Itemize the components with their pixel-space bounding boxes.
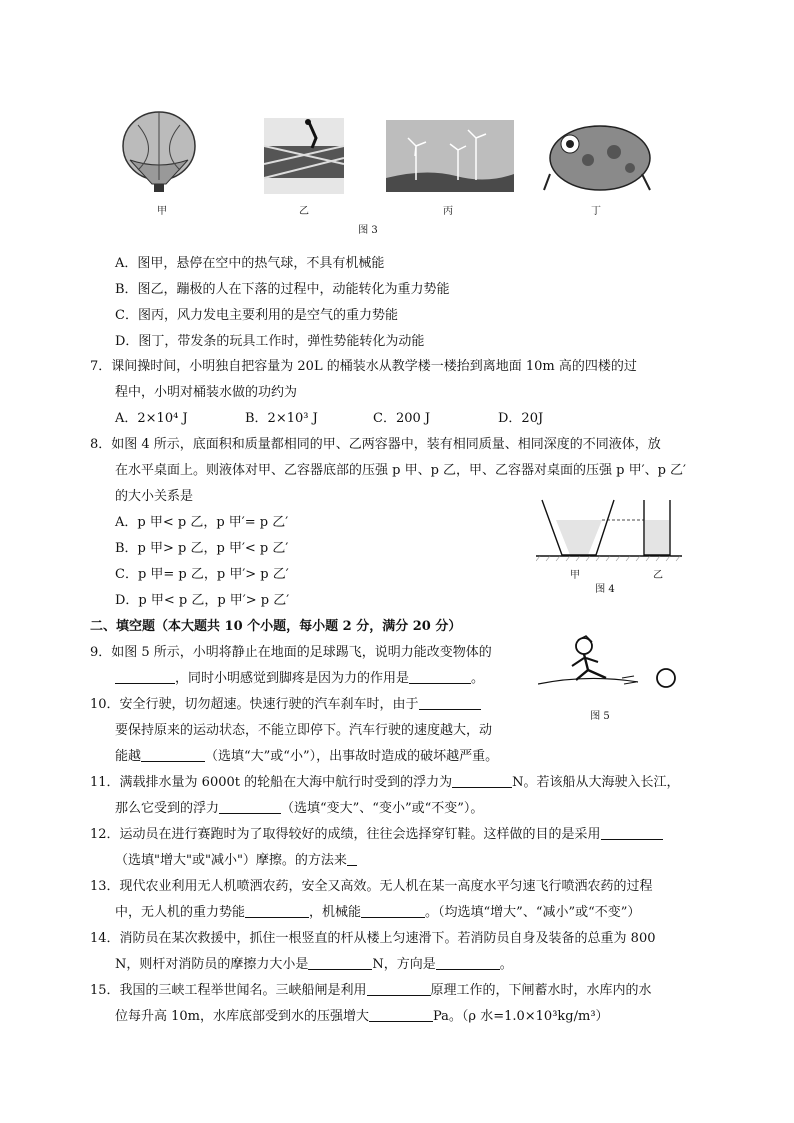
q14-stem-line1: 14．消防员在某次救援中，抓住一根竖直的杆从楼上匀速滑下。若消防员自身及装备的总重为 800 — [90, 931, 656, 946]
q15-stem-line2 — [115, 1008, 609, 1026]
figure3-caption-bing: 丙 — [443, 206, 453, 217]
q9-stem-line2 — [115, 670, 484, 688]
q12-stem-line2 — [115, 852, 357, 870]
figure4-containers — [536, 498, 682, 564]
q15-blank-1[interactable] — [367, 982, 431, 996]
q12-blank-2[interactable] — [347, 852, 357, 866]
figure3-frog-toy — [542, 114, 654, 196]
figure3-caption-yi: 乙 — [299, 206, 309, 217]
q9-text-b2: 。 — [471, 671, 485, 686]
q7-option-b: B．2×10³ J — [245, 411, 318, 426]
q15-text-b2: Pa。（ρ 水=1.0×10³kg/m³） — [433, 1009, 609, 1024]
q14-text-b3: 。 — [499, 957, 513, 972]
figure4-title: 图 4 — [595, 584, 615, 595]
q13-stem-line1: 13．现代农业利用无人机喷洒农药，安全又高效。无人机在某一高度水平匀速飞行喷洒农药的过程 — [90, 879, 653, 894]
q9-text-b1: ，同时小明感觉到脚疼是因为力的作用是 — [175, 671, 410, 686]
figure4-label-yi: 乙 — [653, 570, 663, 581]
q9-blank-1[interactable] — [115, 670, 175, 684]
figure3-caption-ding: 丁 — [591, 206, 601, 217]
q9-stem-line1: 9．如图 5 所示，小明将静止在地面的足球踢飞，说明力能改变物体的 — [90, 645, 492, 660]
q14-text-b1: N，则杆对消防员的摩擦力大小是 — [115, 957, 309, 972]
figure3-bungee — [264, 118, 344, 194]
q7-option-c: C．200 J — [373, 411, 431, 426]
q10-text-c1: 能越 — [115, 749, 142, 764]
q9-blank-2[interactable] — [409, 670, 471, 684]
q10-blank-2[interactable] — [141, 748, 205, 762]
figure3-caption-jia: 甲 — [157, 206, 167, 217]
q10-blank-1[interactable] — [419, 696, 481, 710]
q14-blank-2[interactable] — [436, 956, 500, 970]
q11-blank-2[interactable] — [219, 800, 281, 814]
q11-text-b1: 那么它受到的浮力 — [115, 801, 220, 816]
figure3-windmills — [386, 120, 514, 192]
q10-stem-line3 — [115, 748, 498, 766]
q10-stem-line2: 要保持原来的运动状态，不能立即停下。汽车行驶的速度越大，动 — [115, 723, 493, 738]
q13-text-b2: ，机械能 — [309, 905, 362, 920]
q8-option-a: A．p 甲< p 乙，p 甲′= p 乙′ — [115, 515, 289, 530]
q15-text-b1: 位每升高 10m，水库底部受到水的压强增大 — [115, 1009, 370, 1024]
figure3-title: 图 3 — [358, 225, 378, 236]
q13-text-b3: 。（均选填“增大”、“减小”或“不变”） — [425, 905, 641, 920]
q8-option-c: C．p 甲= p 乙，p 甲′> p 乙′ — [115, 567, 289, 582]
q7-stem-line1: 7．课间操时间，小明独自把容量为 20L 的桶装水从教学楼一楼抬到离地面 10m 高的四楼的过 — [90, 359, 637, 374]
q7-option-a: A．2×10⁴ J — [115, 411, 188, 426]
q8-stem-line1: 8．如图 4 所示，底面积和质量都相同的甲、乙两容器中，装有相同质量、相同深度的不同液体，放 — [90, 437, 661, 452]
q15-stem-line1 — [90, 982, 652, 1000]
q10-stem-line1 — [90, 696, 481, 714]
q15-text-a1: 15．我国的三峡工程举世闻名。三峡船闸是利用 — [90, 983, 367, 998]
q11-stem-line2 — [115, 800, 483, 818]
q6-option-b: B．图乙，蹦极的人在下落的过程中，动能转化为重力势能 — [115, 282, 450, 297]
q11-text-b2: （选填“变大”、“变小”或“不变”）。 — [281, 801, 484, 816]
q13-blank-1[interactable] — [245, 904, 309, 918]
q6-option-d: D．图丁，带发条的玩具工作时，弹性势能转化为动能 — [115, 334, 425, 349]
q15-text-a2: 原理工作的，下闸蓄水时，水库内的水 — [430, 983, 652, 998]
q11-text-a2: N。若该船从大海驶入长江， — [512, 775, 680, 790]
q13-blank-2[interactable] — [361, 904, 425, 918]
q6-option-a: A．图甲，悬停在空中的热气球，不具有机械能 — [115, 256, 385, 271]
q11-blank-1[interactable] — [452, 774, 512, 788]
q10-text-c2: （选填“大”或“小”），出事故时造成的破坏越严重。 — [205, 749, 499, 764]
q15-blank-2[interactable] — [369, 1008, 433, 1022]
q12-text-b: （选填"增大"或"减小"）摩擦。的方法来 — [115, 853, 347, 868]
figure3-balloon — [118, 110, 200, 194]
q11-text-a1: 11．满载排水量为 6000t 的轮船在大海中航行时受到的浮力为 — [90, 775, 453, 790]
q10-text-a1: 10．安全行驶，切勿超速。快速行驶的汽车刹车时，由于 — [90, 697, 419, 712]
q14-stem-line2 — [115, 956, 513, 974]
q8-stem-line2: 在水平桌面上。则液体对甲、乙容器底部的压强 p 甲、p 乙，甲、乙容器对桌面的压强 p 甲′、p 乙′ — [115, 463, 686, 478]
section2-heading: 二、填空题（本大题共 10 个小题，每小题 2 分，满分 20 分） — [90, 619, 462, 634]
q11-stem-line1 — [90, 774, 680, 792]
q12-blank-1[interactable] — [601, 826, 663, 840]
q8-option-d: D．p 甲< p 乙，p 甲′> p 乙′ — [115, 593, 290, 608]
q7-stem-line2: 程中，小明对桶装水做的功约为 — [115, 385, 298, 400]
q7-option-d: D．20J — [498, 411, 544, 426]
q8-stem-line3: 的大小关系是 — [115, 489, 194, 504]
q12-stem-line1 — [90, 826, 663, 844]
figure5-title: 图 5 — [590, 711, 610, 722]
q14-text-b2: N，方向是 — [372, 957, 436, 972]
q8-option-b: B．p 甲> p 乙，p 甲′< p 乙′ — [115, 541, 289, 556]
q6-option-c: C．图丙，风力发电主要利用的是空气的重力势能 — [115, 308, 398, 323]
figure5-kicking-boy — [538, 634, 678, 704]
figure4-label-jia: 甲 — [570, 570, 580, 581]
q12-text-a: 12．运动员在进行赛跑时为了取得较好的成绩，往往会选择穿钉鞋。这样做的目的是采用 — [90, 827, 601, 842]
q14-blank-1[interactable] — [308, 956, 372, 970]
q13-text-b1: 中，无人机的重力势能 — [115, 905, 246, 920]
q13-stem-line2 — [115, 904, 640, 922]
